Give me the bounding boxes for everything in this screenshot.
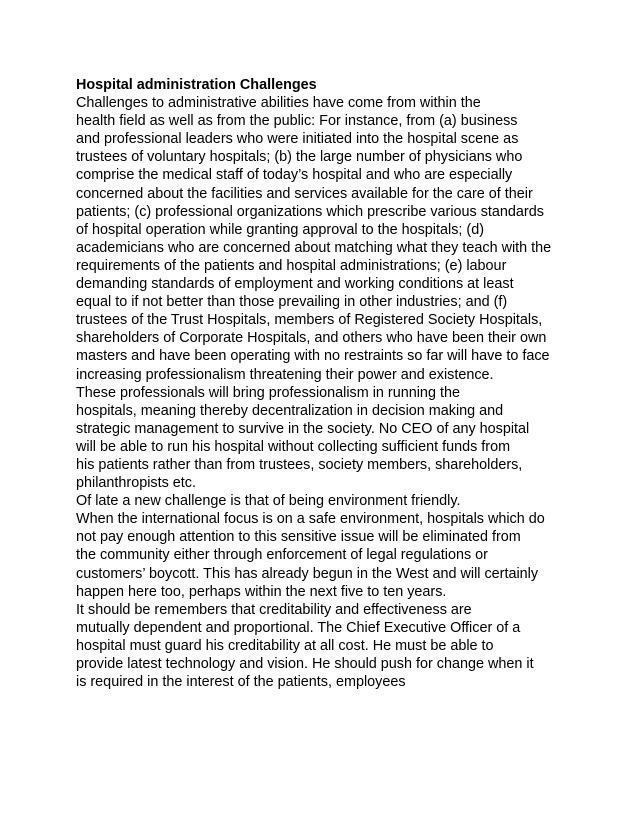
body-line: It should be remembers that creditability and effectiveness are — [76, 601, 472, 618]
body-line: mutually dependent and proportional. The Chief Executive Officer of a — [76, 619, 521, 636]
body-line: comprise the medical staff of today’s hospital and who are especially — [76, 167, 513, 184]
body-line: is required in the interest of the patients, employees — [76, 674, 406, 691]
body-line: not pay enough attention to this sensitive issue will be eliminated from — [76, 529, 521, 546]
body-line: shareholders of Corporate Hospitals, and others who have been their own — [76, 330, 547, 347]
document-page — [76, 76, 576, 691]
body-line: hospital must guard his creditability at all cost. He must be able to — [76, 637, 494, 654]
body-line: demanding standards of employment and working conditions at least — [76, 276, 514, 293]
body-line: philanthropists etc. — [76, 475, 196, 492]
body-line: happen here too, perhaps within the next five to ten years. — [76, 583, 447, 600]
body-line: patients; (c) professional organizations which prescribe various standards — [76, 203, 544, 220]
body-line: and professional leaders who were initiated into the hospital scene as — [76, 131, 519, 148]
body-line: When the international focus is on a safe environment, hospitals which do — [76, 511, 545, 528]
body-line: health field as well as from the public: For instance, from (a) business — [76, 113, 518, 130]
body-line: Of late a new challenge is that of being environment friendly. — [76, 493, 461, 510]
body-line: provide latest technology and vision. He should push for change when it — [76, 656, 534, 672]
body-line: concerned about the facilities and services available for the care of their — [76, 185, 533, 202]
body-line: his patients rather than from trustees, society members, shareholders, — [76, 456, 523, 473]
body-line: trustees of the Trust Hospitals, members of Registered Society Hospitals, — [76, 312, 543, 329]
body-line: masters and have been operating with no restraints so far will have to face — [76, 348, 550, 365]
body-line: of hospital operation while granting approval to the hospitals; (d) — [76, 221, 484, 238]
body-line: the community either through enforcement of legal regulations or — [76, 547, 488, 564]
document-body — [76, 94, 576, 691]
body-line: These professionals will bring professionalism in running the — [76, 384, 460, 401]
body-line: increasing professionalism threatening their power and existence. — [76, 366, 494, 383]
body-line: academicians who are concerned about matching what they teach with the — [76, 239, 552, 256]
body-line: trustees of voluntary hospitals; (b) the large number of physicians who — [76, 149, 523, 166]
body-line: requirements of the patients and hospital administrations; (e) labour — [76, 257, 507, 274]
body-line: equal to if not better than those prevailing in other industries; and (f) — [76, 294, 508, 311]
body-line: strategic management to survive in the society. No CEO of any hospital — [76, 420, 530, 437]
body-line: hospitals, meaning thereby decentralization in decision making and — [76, 402, 504, 419]
body-line: customers’ boycott. This has already begun in the West and will certainly — [76, 565, 539, 582]
body-line: will be able to run his hospital without collecting sufficient funds from — [76, 438, 511, 455]
body-line: Challenges to administrative abilities have come from within the — [76, 95, 481, 112]
document-title: Hospital administration Challenges — [76, 77, 317, 93]
